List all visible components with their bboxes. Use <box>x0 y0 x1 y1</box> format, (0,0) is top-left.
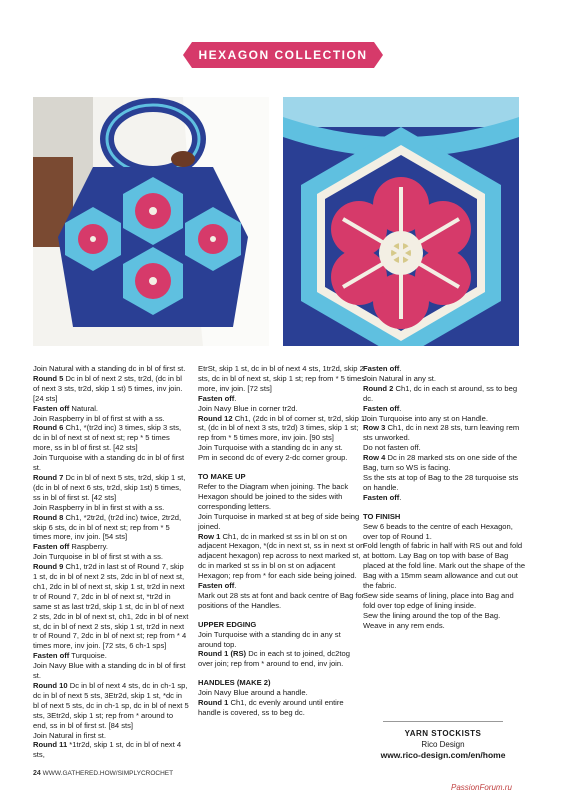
step-text: Ch1, dc in next 28 sts, turn leaving rem sts unworked. <box>363 423 520 443</box>
page-number: 24 <box>33 770 41 777</box>
instruction-text: Join Turquoise into any st on Handle. <box>363 413 488 423</box>
stockist-url[interactable]: www.rico-design.com/en/home <box>380 750 506 760</box>
instruction-text: Fold length of fabric in half with RS out and fold at bottom. Lay Bag on top with base of Bag placed at the fold line. Mark out the shape of the Bag with a 15mm seam allowance and cut out the fabric. <box>363 541 526 591</box>
stockists-title: YARN STOCKISTS <box>404 729 482 738</box>
instruction-step <box>33 681 189 731</box>
section-heading: TO MAKE UP <box>198 472 246 482</box>
instruction-text: EtrSt, skip 1 st, dc in bl of next 4 sts, 1tr2d, skip 2 sts, dc in bl of next st, skip 1 st; rep from * 5 times more, inv join. [72 sts] <box>198 364 366 393</box>
instruction-text: Do not fasten off. <box>363 443 421 453</box>
step-label: Round 5 <box>33 373 64 383</box>
instruction-step <box>198 581 366 591</box>
instruction-text: Sew 6 beads to the centre of each Hexagon, over top of Round 1. <box>363 521 513 541</box>
instruction-text: Sew the lining around the top of the Bag. <box>363 610 501 620</box>
instruction-text: Join Natural in first st. <box>33 730 107 740</box>
step-text: Ch1, (2dc in bl of corner st, tr2d, skip 1 st, (dc in bl of next 3 sts, tr2d) 3 times, skip 1 st; rep from * 5 times more, inv join. [90 sts] <box>198 413 366 443</box>
banner-title: HEXAGON COLLECTION <box>198 48 368 62</box>
step-label: Row 1 <box>198 531 221 541</box>
stockist-name: Rico Design <box>421 740 465 749</box>
step-label: Round 11 <box>33 740 68 750</box>
instruction-step <box>33 542 189 552</box>
hexagon-closeup-photo <box>283 97 519 346</box>
instruction-step <box>33 740 189 760</box>
column-3 <box>363 364 528 631</box>
step-text: Ch1, dc evenly around until entire handle is covered, ss to beg dc. <box>198 698 344 717</box>
footer-site: WWW.GATHERED.HOW/SIMPLYCROCHET <box>40 770 174 777</box>
step-text: *1tr2d, skip 1 st, dc in bl of next 4 sts, <box>33 740 182 760</box>
step-text: Dc in bl of next 2 sts, tr2d, (dc in bl of next 3 sts, tr2d, skip 1 st) 5 times, inv join. <box>33 373 183 393</box>
instruction-step <box>33 404 189 414</box>
step-text: Dc in each st to joined, dc2tog over join; rep from * around to end, inv join. <box>198 649 350 669</box>
instruction-step <box>33 423 189 453</box>
instruction-text: Join Turquoise in marked st at beg of side being joined. <box>198 511 360 531</box>
step-text: . <box>234 581 237 591</box>
instruction-text: Join Raspberry in bl of first st with a ss. <box>33 413 165 423</box>
step-label: Fasten off <box>363 364 400 373</box>
step-label: Round 10 <box>33 681 68 690</box>
step-text: Raspberry. <box>69 542 108 552</box>
bag-illustration <box>33 97 269 346</box>
section-heading: TO FINISH <box>363 511 401 521</box>
step-label: Round 1 (RS) <box>198 649 247 659</box>
step-text: Ch1, dc in marked st ss in bl on st on adjacent Hexagon, *(dc in next st, ss in next st on adjacent hexagon) rep across to next marked st, dc in marked st ss in bl on st on adjacent Hexagon; rep from * for each side being joined. <box>198 531 365 581</box>
instruction-text: Join Natural with a standing dc in bl of first st. <box>33 364 186 373</box>
instruction-text: Join Turquoise with a standing dc in bl of first st. <box>33 453 185 473</box>
instruction-text: Join Turquoise in bl of first st with a ss. <box>33 552 163 562</box>
step-text: Dc in bl of next 5 sts, tr2d, skip 1 st, (dc in bl of next 6 sts, tr2d, skip 1st) 5 times, ss in bl of first st. [42 sts] <box>33 472 186 502</box>
step-text: . <box>234 393 237 403</box>
instruction-step <box>363 404 528 414</box>
step-text: Turquoise. <box>69 651 107 661</box>
page-footer <box>33 770 173 777</box>
step-text: Ch1, tr2d in last st of Round 7, skip 1 st, dc in bl of next 2 sts, 2dc in bl of next st, ch1, 2dc in bl of next st, skip 1 st, tr2d in next tr of Round 7, 2dc in bl of next st, *tr2d in same st as last tr2d, skip 1 st, dc in bl of next 2 sts, 2dc in bl of next st, ch1, 2dc in bl of next st, dc in bl of next 2 sts, skip 1 st, tr2d in next tr of Round 7, 2dc in bl of next st; rep from * 4 times more, inv join. [72 sts, 6 ch-1 sps] <box>33 562 189 651</box>
instruction-step <box>198 698 366 718</box>
instruction-text: Join Navy Blue in corner tr2d. <box>198 403 298 413</box>
step-text: Ch1, *(tr2d inc) 3 times, skip 3 sts, dc in bl of next st of next st; rep * 5 times more, ss in bl of first st. [42 sts] <box>33 423 182 453</box>
step-text: . <box>399 403 402 413</box>
bag-photo <box>33 97 269 346</box>
instruction-text: [24 sts] <box>33 393 58 403</box>
step-text: Dc in 28 marked sts on one side of the Bag, turn so WS is facing. <box>363 453 518 473</box>
instruction-text: Mark out 28 sts at font and back centre of Bag for positions of the Handles. <box>198 590 365 610</box>
instruction-text: Weave in any rem ends. <box>363 620 445 630</box>
step-label: Fasten off <box>33 403 70 413</box>
instruction-text: Pm in second dc of every 2-dc corner group. <box>198 453 348 463</box>
step-label: Fasten off <box>198 393 235 403</box>
instruction-text: Ss the sts at top of Bag to the 28 turquoise sts on handle. <box>363 472 519 492</box>
step-text: . <box>399 492 402 502</box>
instruction-step <box>33 473 189 503</box>
instruction-step <box>198 649 366 669</box>
step-text: Ch1, dc in each st around, ss to beg dc. <box>363 383 518 403</box>
instruction-text: Join Turquoise with a standing dc in any st. <box>198 443 343 453</box>
step-label: Round 7 <box>33 472 64 482</box>
step-label: Row 4 <box>363 453 386 463</box>
instruction-text: Join Raspberry in bl in first st with a ss. <box>33 502 165 512</box>
instruction-step <box>363 493 528 503</box>
instruction-text: Sew side seams of lining, place into Bag and fold over top edge of lining inside. <box>363 590 514 610</box>
step-label: Round 1 <box>198 698 229 708</box>
column-2 <box>198 364 366 718</box>
section-heading: HANDLES (MAKE 2) <box>198 678 271 688</box>
instruction-step <box>33 374 189 394</box>
step-label: Round 6 <box>33 423 64 433</box>
instruction-text: Join Navy Blue with a standing dc in bl of first st. <box>33 661 186 681</box>
instruction-step <box>363 453 528 473</box>
step-text: Natural. <box>69 403 98 413</box>
instruction-text: Refer to the Diagram when joining. The back Hexagon should be joined to the sides with corresponding letters. <box>198 481 349 511</box>
step-label: Round 8 <box>33 512 64 522</box>
instruction-text: Join Natural in any st. <box>363 373 437 383</box>
step-text: . <box>399 364 402 373</box>
instruction-step <box>363 384 528 404</box>
instruction-step <box>33 651 189 661</box>
column-1 <box>33 364 189 760</box>
instruction-step <box>198 414 366 444</box>
step-label: Fasten off <box>363 492 400 502</box>
step-text: Ch1, *2tr2d, (tr2d inc) twice, 2tr2d, skip 6 sts, dc in bl of next st; rep from * 5 times more, inv join. [54 sts] <box>33 512 182 542</box>
instruction-step <box>198 532 366 582</box>
instruction-step <box>33 513 189 543</box>
step-label: Fasten off <box>198 581 235 591</box>
step-label: Row 3 <box>363 423 386 433</box>
step-label: Fasten off <box>33 542 70 552</box>
watermark: PassionForum.ru <box>451 783 512 792</box>
instruction-text: Join Navy Blue around a handle. <box>198 688 308 698</box>
step-label: Fasten off <box>33 651 70 661</box>
step-label: Round 12 <box>198 413 233 423</box>
step-text: Dc in bl of next 4 sts, dc in ch-1 sp, dc in bl of next 5 sts, 3Etr2d, skip 1 st, *dc in bl of next 5 sts, dc in ch-1 sp, dc in bl of next 5 sts, 3Etr2d, skip 1 st; rep from * around to end, ss in bl of first st. [84 sts] <box>33 681 189 730</box>
instruction-step <box>363 423 528 443</box>
section-heading: UPPER EDGING <box>198 619 257 629</box>
step-label: Fasten off <box>363 403 400 413</box>
instruction-step <box>33 562 189 651</box>
hexagon-illustration <box>283 97 519 346</box>
step-label: Round 9 <box>33 562 64 572</box>
instruction-step <box>363 364 528 374</box>
instruction-step <box>198 394 366 404</box>
section-banner <box>192 42 374 68</box>
divider <box>383 721 503 722</box>
yarn-stockists <box>363 721 523 761</box>
step-label: Round 2 <box>363 383 394 393</box>
instruction-text: Join Turquoise with a standing dc in any st around top. <box>198 629 341 649</box>
